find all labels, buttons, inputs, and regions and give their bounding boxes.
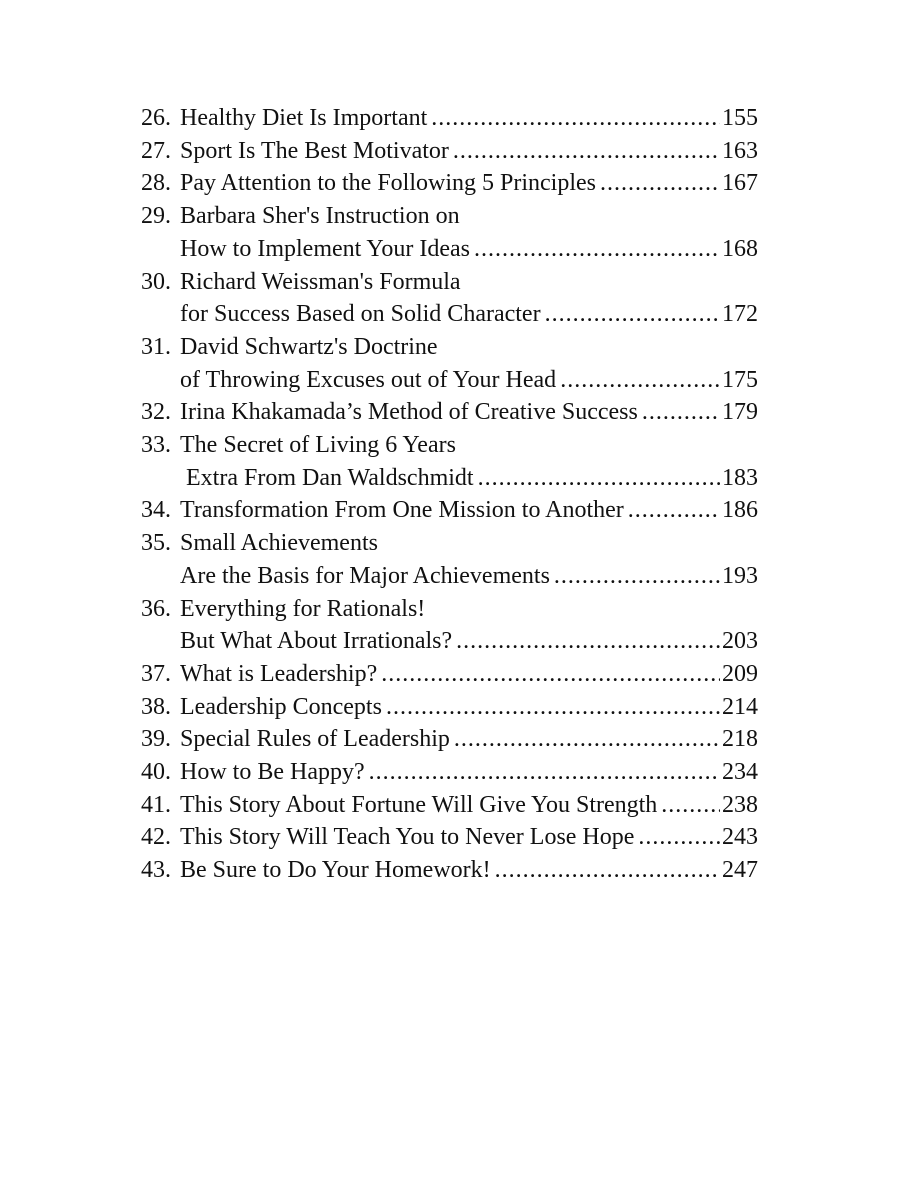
dot-leader [661,789,720,822]
toc-entry-title: But What About Irrationals? [180,628,453,655]
toc-entry-line [141,331,758,364]
toc-entry-line [141,593,758,626]
toc-entry [141,658,758,691]
toc-entry-page-number: 179 [722,399,758,426]
toc-entry-number: 43. [141,857,171,884]
toc-entry-line [141,200,758,233]
toc-entry-title: Small Achievements [180,530,378,557]
toc-entry [141,429,758,494]
toc-entry-page-number: 175 [722,366,758,393]
dot-leader [454,723,720,756]
toc-entry-line [141,298,758,331]
toc-entry-number: 34. [141,497,171,524]
dot-leader [386,691,720,724]
toc-entry-line [141,494,758,527]
toc-entry-title: Richard Weissman's Formula [180,268,461,295]
toc-entry-page-number: 193 [722,562,758,589]
toc-entry [141,593,758,658]
toc-entry [141,527,758,592]
toc-entry-number: 36. [141,595,171,622]
toc-entry-title: This Story Will Teach You to Never Lose Hope [180,824,635,851]
toc-entry-page-number: 183 [722,464,758,491]
dot-leader [474,233,720,266]
dot-leader [495,854,720,887]
toc-entry-page-number: 238 [722,791,758,818]
toc-entry-number: 33. [141,432,171,459]
toc-entry-line [141,527,758,560]
toc-entry-line [141,854,758,887]
toc-entry-page-number: 172 [722,301,758,328]
toc-entry-page-number: 247 [722,857,758,884]
toc-entry-line [141,789,758,822]
toc-entry-number: 27. [141,137,171,164]
toc-entry-number: 38. [141,693,171,720]
toc-entry-title: Extra From Dan Waldschmidt [180,464,474,491]
toc-entry-page-number: 243 [722,824,758,851]
dot-leader [642,396,720,429]
toc-entry-title: Healthy Diet Is Important [180,105,428,131]
toc-entry-line [141,723,758,756]
toc-entry-title: for Success Based on Solid Character [180,301,541,328]
toc-entry-title: of Throwing Excuses out of Your Head [180,366,557,393]
toc-entry-line [141,429,758,462]
toc-entry-number: 35. [141,530,171,557]
toc-entry-line [141,658,758,691]
toc-entry-title: Everything for Rationals! [180,595,426,622]
toc-entry-title: How to Implement Your Ideas [180,235,470,262]
toc-entry-page-number: 214 [722,693,758,720]
toc-entry-page-number: 168 [722,235,758,262]
toc-entry-title: Pay Attention to the Following 5 Principles [180,170,596,197]
dot-leader [456,625,720,658]
toc-entry-page-number: 163 [722,137,758,164]
toc-entry-line [141,266,758,299]
toc-entry-title: What is Leadership? [180,660,378,687]
toc-entry-line [141,462,758,495]
toc-entry-page-number: 209 [722,660,758,687]
toc-entry-number: 28. [141,170,171,197]
toc-entry-title: Be Sure to Do Your Homework! [180,857,491,884]
toc-entry [141,331,758,396]
toc-entry [141,102,758,135]
toc-entry-number: 37. [141,660,171,687]
toc-entry-title: The Secret of Living 6 Years [180,432,456,459]
toc-entry-line [141,625,758,658]
toc-entry-title: How to Be Happy? [180,759,365,786]
dot-leader [431,102,720,135]
toc-entry-title: Special Rules of Leadership [180,726,450,753]
dot-leader [478,462,720,495]
dot-leader [453,135,720,168]
toc-entry-title: Barbara Sher's Instruction on [180,203,460,230]
toc-entry [141,756,758,789]
toc-entry [141,266,758,331]
toc-entry-page-number: 218 [722,726,758,753]
toc-entry-line [141,756,758,789]
toc-entry [141,691,758,724]
dot-leader [560,364,720,397]
toc-entry-page-number: 167 [722,170,758,197]
toc-entry [141,396,758,429]
toc-entry-number: 39. [141,726,171,753]
toc-entry [141,167,758,200]
toc-entry-number: 30. [141,268,171,295]
dot-leader [381,658,720,691]
toc-entry-page-number: 155 [722,105,758,131]
toc-entry-title: Irina Khakamada’s Method of Creative Success [180,399,638,426]
toc-entry [141,723,758,756]
toc-entry-number: 40. [141,759,171,786]
toc-entry-page-number: 186 [722,497,758,524]
dot-leader [638,821,720,854]
toc-entry [141,821,758,854]
toc-entry-title: Transformation From One Mission to Another [180,497,624,524]
toc-entry-line [141,396,758,429]
dot-leader [600,167,720,200]
toc-entry-title: David Schwartz's Doctrine [180,333,438,360]
toc-entry-page-number: 234 [722,759,758,786]
dot-leader [545,298,720,331]
toc-entry-title: Are the Basis for Major Achievements [180,562,550,589]
toc-entry [141,200,758,265]
toc-entry [141,854,758,887]
toc-entry-line [141,691,758,724]
toc-entry [141,494,758,527]
dot-leader [628,494,720,527]
toc-entry-number: 42. [141,824,171,851]
toc-entry-title: Leadership Concepts [180,693,382,720]
toc-entry-number: 26. [141,105,171,131]
toc-entry-line [141,233,758,266]
toc-entry-line [141,135,758,168]
toc-entry [141,135,758,168]
toc-entry-number: 32. [141,399,171,426]
toc-entry-page-number: 203 [722,628,758,655]
toc-entry-number: 41. [141,791,171,818]
toc-entry-number: 31. [141,333,171,360]
toc-entry-line [141,560,758,593]
toc-entry-title: Sport Is The Best Motivator [180,137,449,164]
toc-entry-line [141,102,758,135]
toc-entry [141,789,758,822]
table-of-contents [141,102,758,887]
toc-entry-line [141,821,758,854]
toc-entry-line [141,364,758,397]
dot-leader [554,560,720,593]
dot-leader [369,756,720,789]
toc-entry-line [141,167,758,200]
toc-entry-number: 29. [141,203,171,230]
toc-entry-title: This Story About Fortune Will Give You Strength [180,791,658,818]
